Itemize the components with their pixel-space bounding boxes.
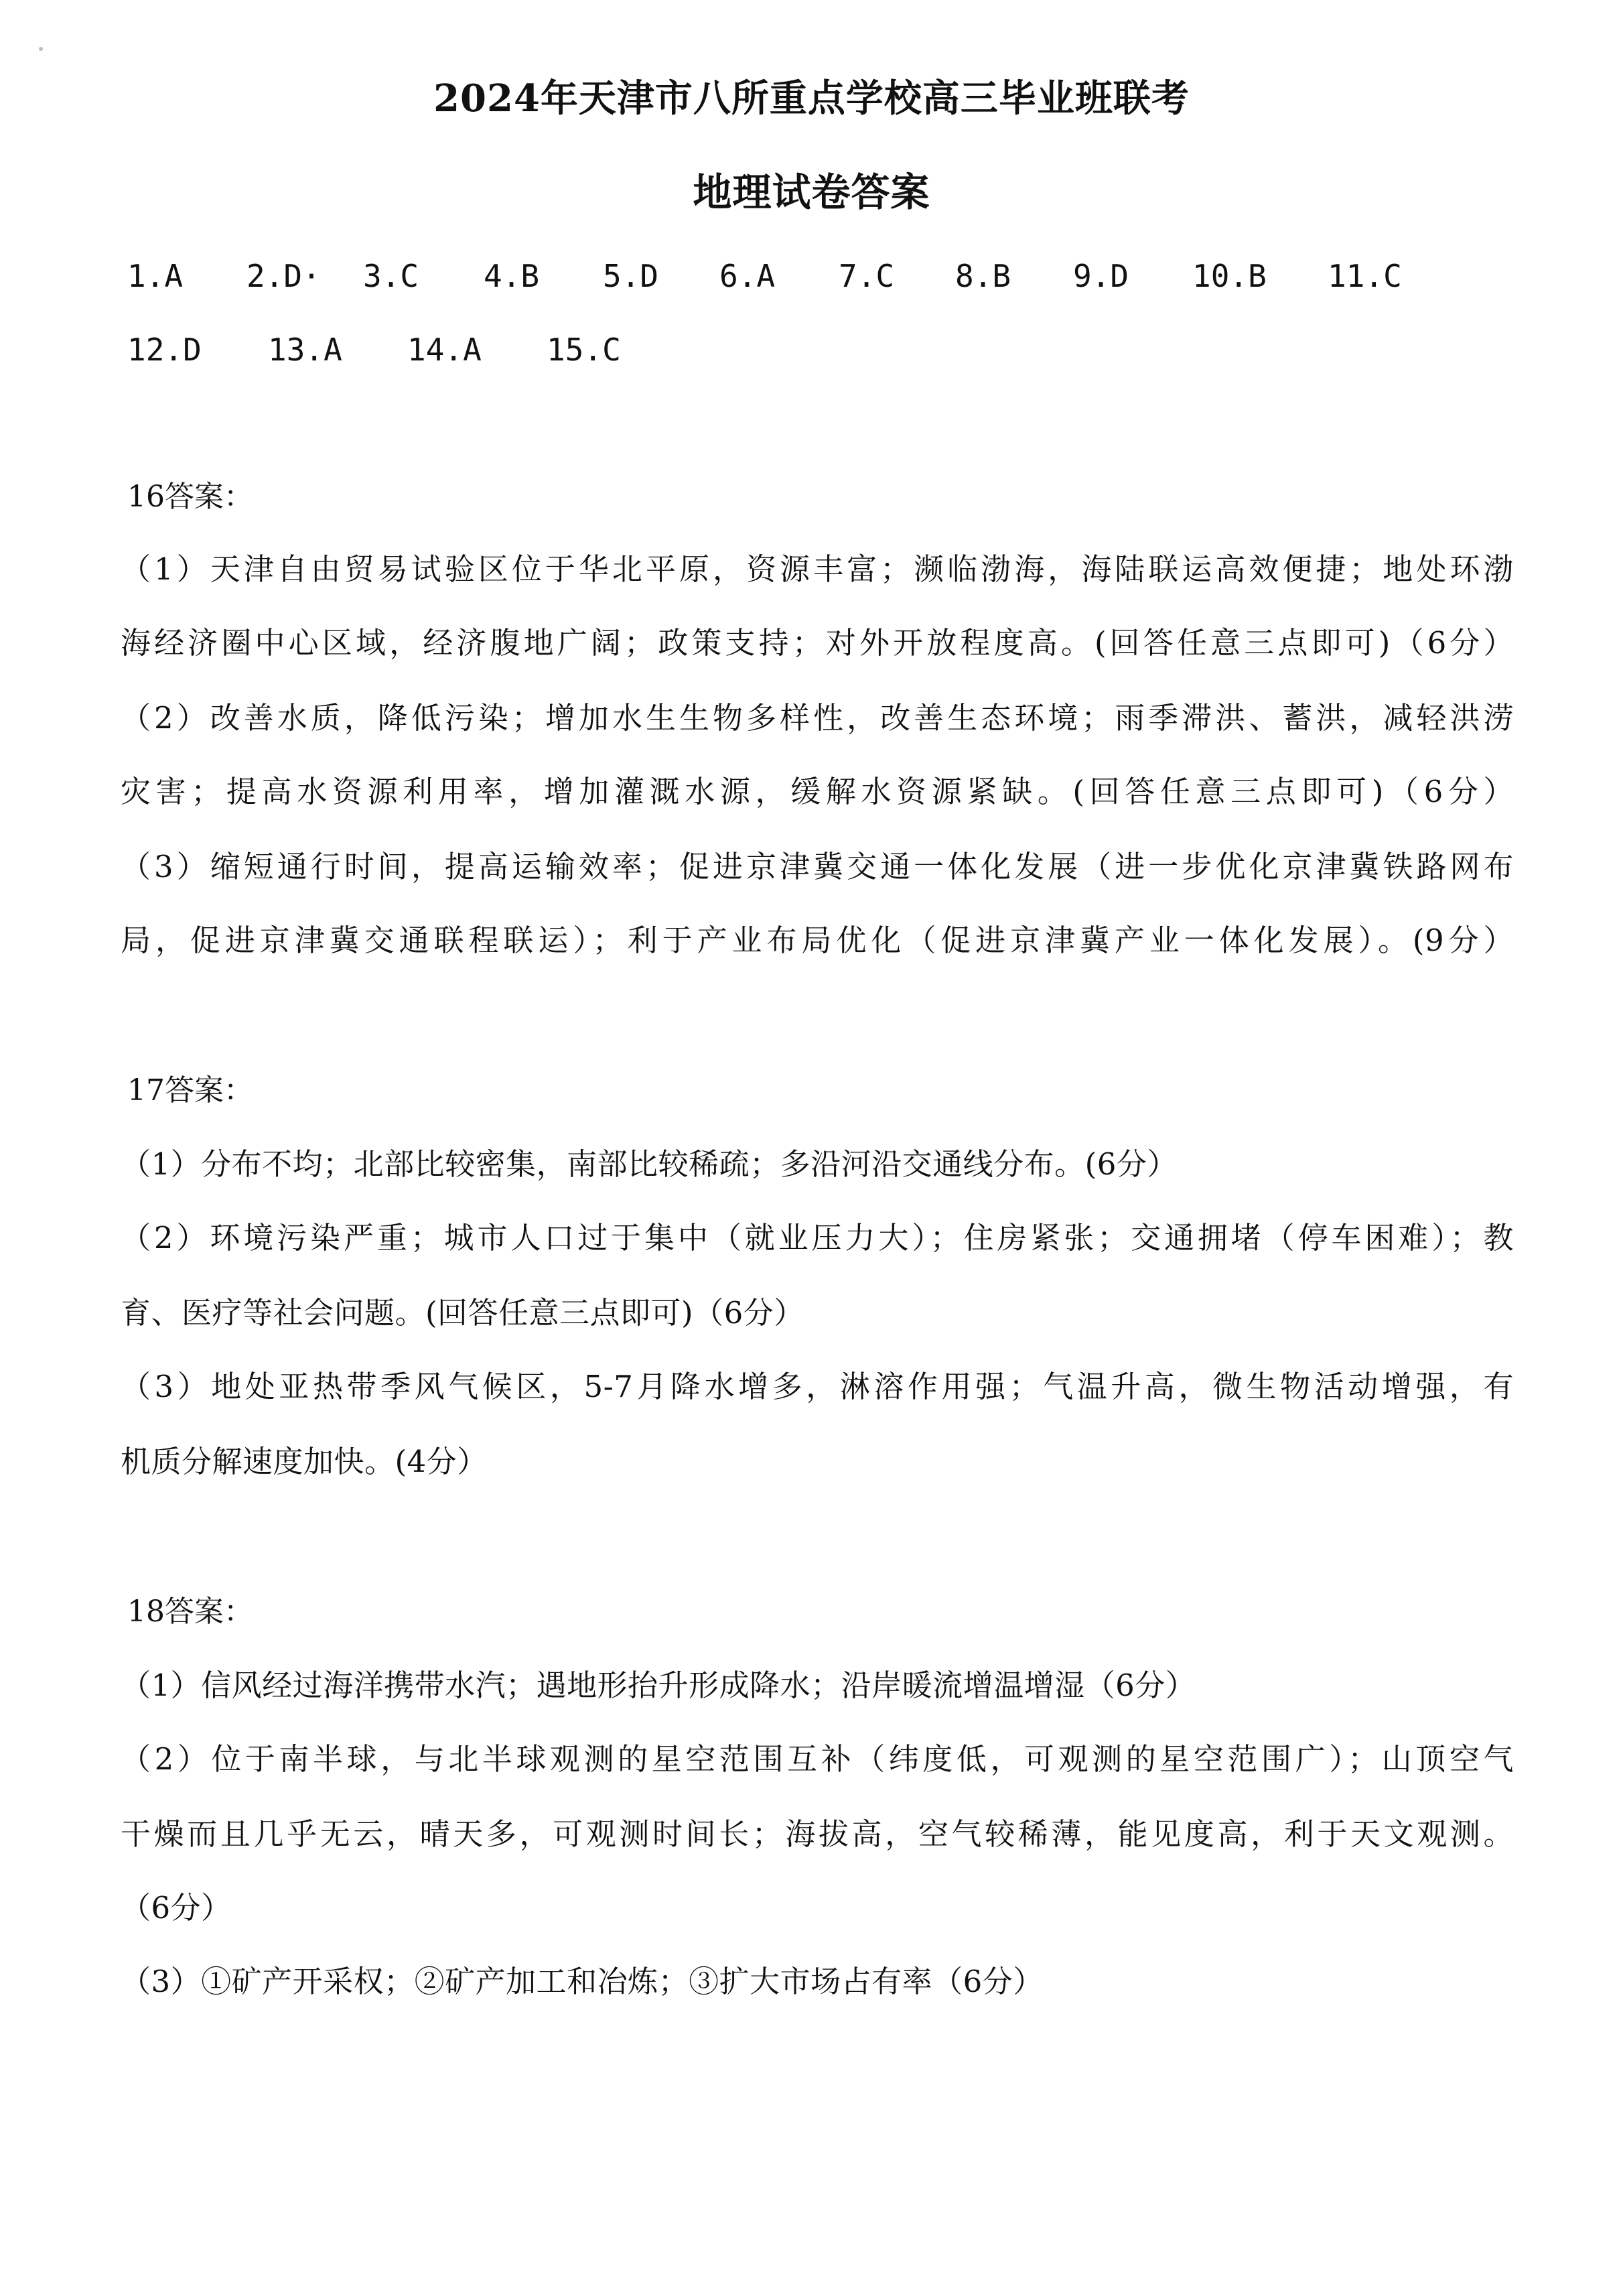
choice-answer-7: 7.C bbox=[839, 258, 895, 294]
q17-line-3: 育、医疗等社会问题。(回答任意三点即可)（6分） bbox=[121, 1295, 804, 1331]
choice-answer-10: 10.B bbox=[1192, 258, 1267, 294]
q18-line-1: （1）信风经过海洋携带水汽；遇地形抬升形成降水；沿岸暖流增温增湿（6分） bbox=[121, 1668, 1196, 1703]
q18-heading: 18答案： bbox=[127, 1595, 253, 1629]
choice-answer-11: 11.C bbox=[1328, 258, 1402, 294]
scan-speck bbox=[39, 47, 43, 51]
q16-line-6: 局，促进京津冀交通联程联运）；利于产业布局优化（促进京津冀产业一体化发展）。(9分） bbox=[121, 923, 1514, 958]
q16-line-3: （2）改善水质，降低污染；增加水生生物多样性，改善生态环境；雨季滞洪、蓄洪，减轻洪涝 bbox=[121, 700, 1514, 736]
q18-line-3: 干燥而且几乎无云，晴天多，可观测时间长；海拔高，空气较稀薄，能见度高，利于天文观测。 bbox=[121, 1816, 1514, 1852]
q16-line-2: 海经济圈中心区域，经济腹地广阔；政策支持；对外开放程度高。(回答任意三点即可)（6分） bbox=[121, 625, 1514, 661]
q18-line-4: （6分） bbox=[121, 1890, 232, 1926]
choice-answer-8: 8.B bbox=[955, 258, 1011, 294]
q18-line-2: （2）位于南半球，与北半球观测的星空范围互补（纬度低，可观测的星空范围广）；山顶空气 bbox=[121, 1741, 1514, 1777]
q16-line-1: （1）天津自由贸易试验区位于华北平原，资源丰富；濒临渤海，海陆联运高效便捷；地处环渤 bbox=[121, 551, 1514, 587]
choice-answer-4: 4.B bbox=[484, 258, 540, 294]
choice-answer-6: 6.A bbox=[719, 258, 776, 294]
page-title: 2024年天津市八所重点学校高三毕业班联考 bbox=[433, 76, 1190, 121]
q16-line-5: （3）缩短通行时间，提高运输效率；促进京津冀交通一体化发展（进一步优化京津冀铁路网布 bbox=[121, 849, 1514, 884]
choice-answer-13: 13.A bbox=[268, 332, 342, 368]
choice-answer-14: 14.A bbox=[407, 332, 482, 368]
q18-line-5: （3）①矿产开采权；②矿产加工和冶炼；③扩大市场占有率（6分） bbox=[121, 1964, 1044, 1999]
choice-answer-9: 9.D bbox=[1073, 258, 1129, 294]
q16-line-4: 灾害；提高水资源利用率，增加灌溉水源，缓解水资源紧缺。(回答任意三点即可)（6分） bbox=[121, 774, 1514, 809]
q17-heading: 17答案： bbox=[127, 1073, 253, 1107]
choice-answer-1: 1.A bbox=[127, 258, 184, 294]
q17-line-5: 机质分解速度加快。(4分） bbox=[121, 1444, 488, 1479]
choice-answer-3: 3.C bbox=[363, 258, 419, 294]
q17-line-2: （2）环境污染严重；城市人口过于集中（就业压力大）；住房紧张；交通拥堵（停车困难）；教 bbox=[121, 1220, 1514, 1256]
choice-answer-12: 12.D bbox=[127, 332, 202, 368]
page-subtitle: 地理试卷答案 bbox=[693, 170, 930, 215]
choice-answer-15: 15.C bbox=[547, 332, 621, 368]
q17-line-1: （1）分布不均；北部比较密集，南部比较稀疏；多沿河沿交通线分布。(6分） bbox=[121, 1146, 1178, 1182]
q17-line-4: （3）地处亚热带季风气候区，5-7月降水增多，淋溶作用强；气温升高，微生物活动增强，有 bbox=[121, 1369, 1514, 1404]
choice-answer-5: 5.D bbox=[603, 258, 659, 294]
q16-heading: 16答案： bbox=[127, 480, 253, 514]
choice-answer-2: 2.D· bbox=[246, 258, 321, 294]
